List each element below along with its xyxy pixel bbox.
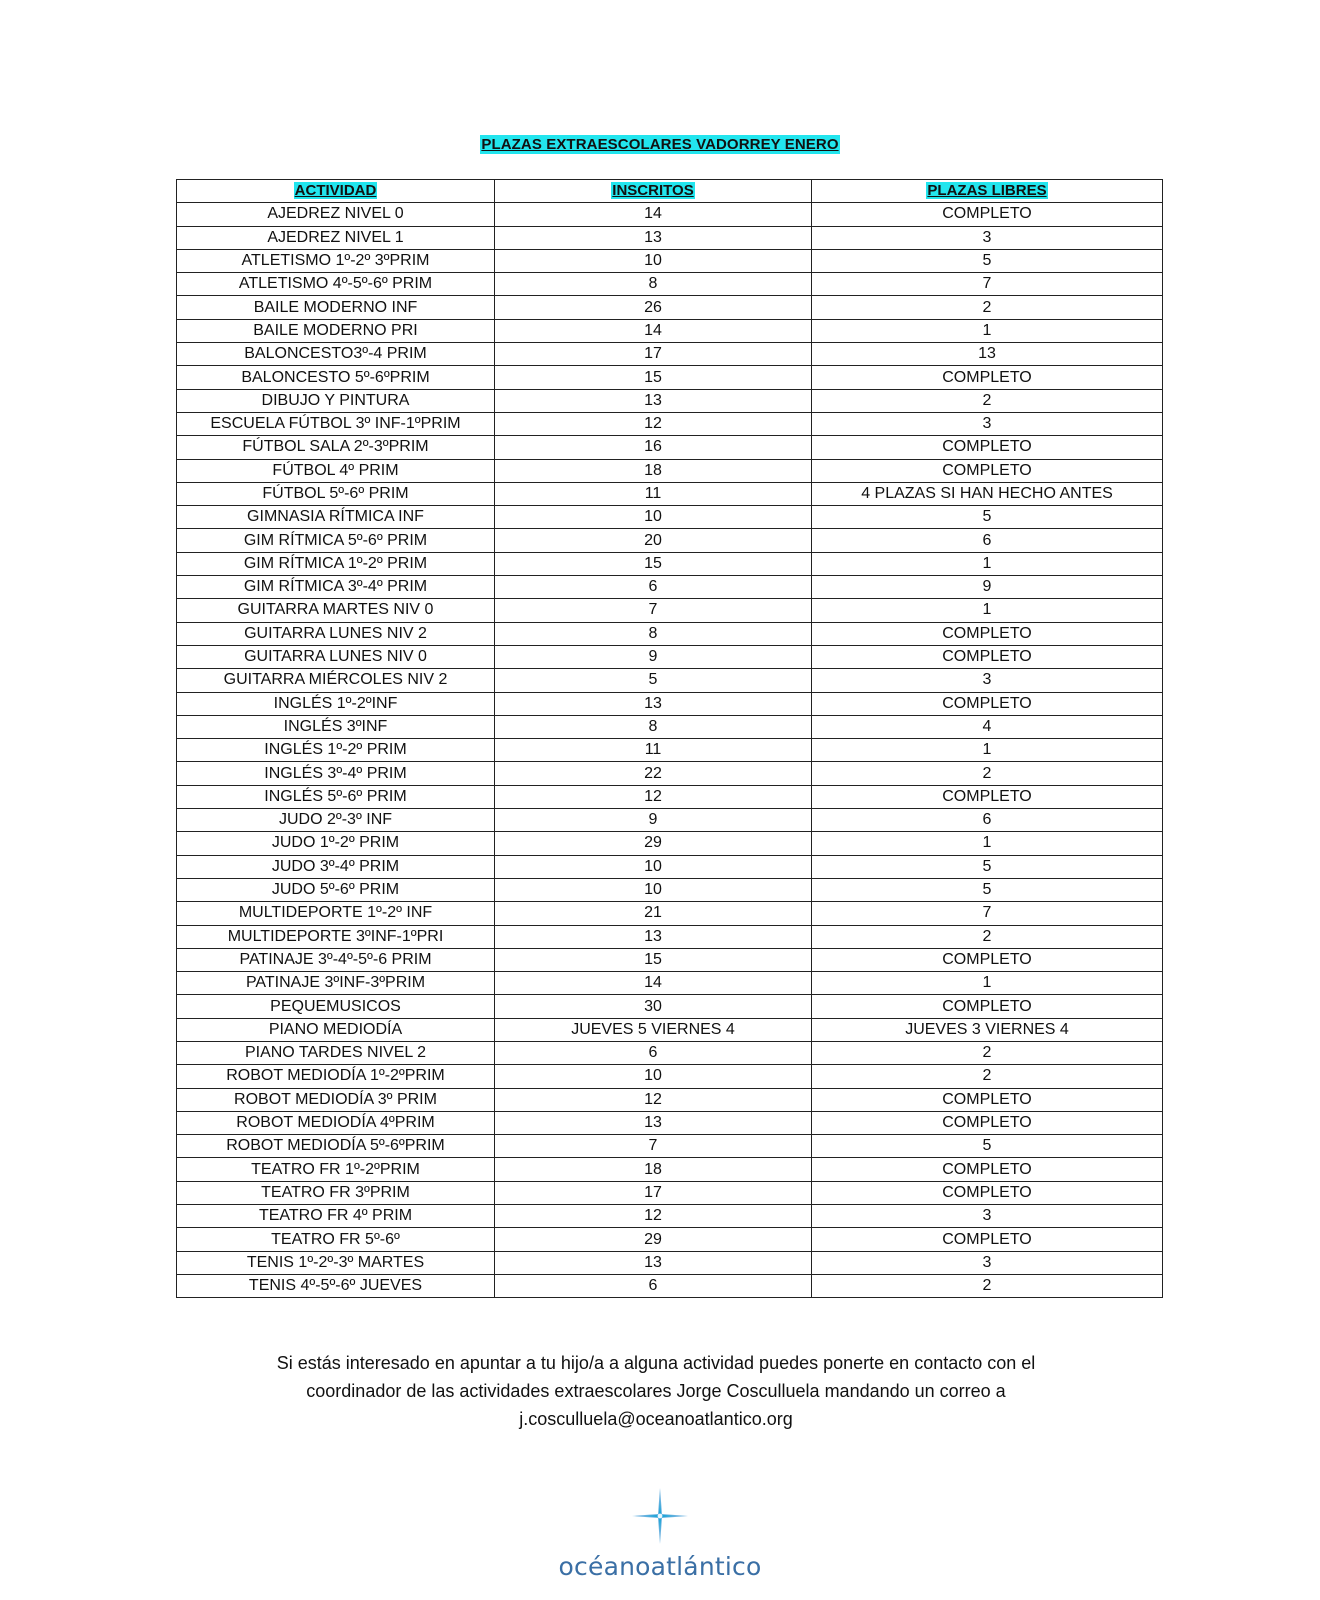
cell-actividad: TENIS 1º-2º-3º MARTES <box>177 1251 495 1274</box>
cell-actividad: BALONCESTO3º-4 PRIM <box>177 343 495 366</box>
cell-actividad: ROBOT MEDIODÍA 4ºPRIM <box>177 1111 495 1134</box>
cell-plazas-libres: COMPLETO <box>812 436 1163 459</box>
cell-plazas-libres: 3 <box>812 1205 1163 1228</box>
cell-plazas-libres: COMPLETO <box>812 1181 1163 1204</box>
table-row <box>177 552 1163 575</box>
cell-actividad: INGLÉS 1º-2ºINF <box>177 692 495 715</box>
cell-inscritos: 13 <box>495 925 812 948</box>
cell-actividad: GIM RÍTMICA 1º-2º PRIM <box>177 552 495 575</box>
cell-plazas-libres: COMPLETO <box>812 948 1163 971</box>
table-row <box>177 622 1163 645</box>
cell-actividad: PIANO TARDES NIVEL 2 <box>177 1041 495 1064</box>
cell-actividad: PATINAJE 3º-4º-5º-6 PRIM <box>177 948 495 971</box>
cell-actividad: TEATRO FR 4º PRIM <box>177 1205 495 1228</box>
table-row <box>177 296 1163 319</box>
cell-inscritos: 16 <box>495 436 812 459</box>
cell-plazas-libres: COMPLETO <box>812 622 1163 645</box>
activities-table <box>176 179 1163 1298</box>
table-row <box>177 319 1163 342</box>
cell-inscritos: 13 <box>495 1251 812 1274</box>
table-row <box>177 1135 1163 1158</box>
cell-inscritos: 7 <box>495 1135 812 1158</box>
cell-plazas-libres: COMPLETO <box>812 1228 1163 1251</box>
cell-actividad: BALONCESTO 5º-6ºPRIM <box>177 366 495 389</box>
cell-inscritos: 15 <box>495 366 812 389</box>
cell-actividad: ROBOT MEDIODÍA 5º-6ºPRIM <box>177 1135 495 1158</box>
cell-inscritos: 22 <box>495 762 812 785</box>
table-row <box>177 692 1163 715</box>
table-row <box>177 482 1163 505</box>
table-row <box>177 1018 1163 1041</box>
cell-plazas-libres: 5 <box>812 855 1163 878</box>
cell-plazas-libres: 1 <box>812 552 1163 575</box>
table-row <box>177 436 1163 459</box>
cell-actividad: AJEDREZ NIVEL 1 <box>177 226 495 249</box>
cell-plazas-libres: 13 <box>812 343 1163 366</box>
table-row <box>177 809 1163 832</box>
cell-plazas-libres: 1 <box>812 832 1163 855</box>
table-row <box>177 1065 1163 1088</box>
cell-inscritos: 20 <box>495 529 812 552</box>
cell-actividad: AJEDREZ NIVEL 0 <box>177 203 495 226</box>
column-header-plazas-libres: PLAZAS LIBRES <box>812 180 1163 203</box>
cell-actividad: GIM RÍTMICA 5º-6º PRIM <box>177 529 495 552</box>
cell-plazas-libres: 2 <box>812 296 1163 319</box>
cell-inscritos: 12 <box>495 1205 812 1228</box>
cell-actividad: ATLETISMO 1º-2º 3ºPRIM <box>177 249 495 272</box>
cell-inscritos: 8 <box>495 622 812 645</box>
cell-plazas-libres: 1 <box>812 972 1163 995</box>
cell-inscritos: 6 <box>495 1041 812 1064</box>
table-row <box>177 832 1163 855</box>
table-row <box>177 1205 1163 1228</box>
cell-plazas-libres: 2 <box>812 762 1163 785</box>
cell-plazas-libres: 2 <box>812 1041 1163 1064</box>
table-row <box>177 739 1163 762</box>
table-row <box>177 506 1163 529</box>
cell-inscritos: 12 <box>495 785 812 808</box>
page-title: PLAZAS EXTRAESCOLARES VADORREY ENERO <box>481 136 839 153</box>
logo <box>0 1486 1320 1581</box>
cell-plazas-libres: JUEVES 3 VIERNES 4 <box>812 1018 1163 1041</box>
table-header <box>177 180 1163 203</box>
table-row <box>177 715 1163 738</box>
cell-inscritos: 5 <box>495 669 812 692</box>
table-row <box>177 1274 1163 1297</box>
cell-inscritos: 29 <box>495 832 812 855</box>
cell-inscritos: 11 <box>495 739 812 762</box>
table-row <box>177 1181 1163 1204</box>
cell-plazas-libres: COMPLETO <box>812 1111 1163 1134</box>
star-icon <box>630 1486 690 1546</box>
cell-plazas-libres: 5 <box>812 506 1163 529</box>
cell-plazas-libres: 3 <box>812 412 1163 435</box>
cell-actividad: GIM RÍTMICA 3º-4º PRIM <box>177 576 495 599</box>
table-row <box>177 995 1163 1018</box>
cell-actividad: MULTIDEPORTE 3ºINF-1ºPRI <box>177 925 495 948</box>
table-row <box>177 249 1163 272</box>
cell-plazas-libres: COMPLETO <box>812 203 1163 226</box>
cell-plazas-libres: COMPLETO <box>812 1158 1163 1181</box>
table-row <box>177 1041 1163 1064</box>
cell-plazas-libres: 2 <box>812 389 1163 412</box>
cell-inscritos: 10 <box>495 855 812 878</box>
cell-inscritos: 14 <box>495 203 812 226</box>
cell-plazas-libres: COMPLETO <box>812 785 1163 808</box>
title-wrap <box>0 135 1320 154</box>
table-row <box>177 1251 1163 1274</box>
cell-actividad: TEATRO FR 1º-2ºPRIM <box>177 1158 495 1181</box>
cell-inscritos: 26 <box>495 296 812 319</box>
table-row <box>177 1158 1163 1181</box>
cell-inscritos: 13 <box>495 1111 812 1134</box>
table-row <box>177 226 1163 249</box>
cell-actividad: GUITARRA MIÉRCOLES NIV 2 <box>177 669 495 692</box>
cell-inscritos: 15 <box>495 552 812 575</box>
table-row <box>177 855 1163 878</box>
cell-inscritos: 8 <box>495 715 812 738</box>
cell-actividad: TEATRO FR 3ºPRIM <box>177 1181 495 1204</box>
table-row <box>177 785 1163 808</box>
cell-plazas-libres: 1 <box>812 319 1163 342</box>
cell-inscritos: 13 <box>495 692 812 715</box>
cell-inscritos: 10 <box>495 249 812 272</box>
cell-inscritos: 30 <box>495 995 812 1018</box>
table-row <box>177 1111 1163 1134</box>
cell-actividad: GIMNASIA RÍTMICA INF <box>177 506 495 529</box>
table-row <box>177 948 1163 971</box>
cell-actividad: FÚTBOL SALA 2º-3ºPRIM <box>177 436 495 459</box>
cell-plazas-libres: 3 <box>812 226 1163 249</box>
table-row <box>177 878 1163 901</box>
cell-plazas-libres: 3 <box>812 669 1163 692</box>
table-row <box>177 412 1163 435</box>
cell-inscritos: 10 <box>495 506 812 529</box>
header-row <box>177 180 1163 203</box>
cell-inscritos: 9 <box>495 809 812 832</box>
cell-plazas-libres: 3 <box>812 1251 1163 1274</box>
table-row <box>177 972 1163 995</box>
cell-inscritos: 29 <box>495 1228 812 1251</box>
table-row <box>177 902 1163 925</box>
cell-actividad: BAILE MODERNO PRI <box>177 319 495 342</box>
cell-inscritos: 13 <box>495 389 812 412</box>
cell-inscritos: 11 <box>495 482 812 505</box>
cell-actividad: GUITARRA LUNES NIV 2 <box>177 622 495 645</box>
cell-inscritos: 14 <box>495 319 812 342</box>
cell-inscritos: JUEVES 5 VIERNES 4 <box>495 1018 812 1041</box>
cell-plazas-libres: COMPLETO <box>812 645 1163 668</box>
cell-plazas-libres: 9 <box>812 576 1163 599</box>
table-row <box>177 645 1163 668</box>
table-row <box>177 203 1163 226</box>
cell-actividad: INGLÉS 5º-6º PRIM <box>177 785 495 808</box>
cell-actividad: DIBUJO Y PINTURA <box>177 389 495 412</box>
cell-plazas-libres: 5 <box>812 249 1163 272</box>
cell-actividad: JUDO 1º-2º PRIM <box>177 832 495 855</box>
cell-actividad: ROBOT MEDIODÍA 1º-2ºPRIM <box>177 1065 495 1088</box>
cell-actividad: ATLETISMO 4º-5º-6º PRIM <box>177 273 495 296</box>
cell-actividad: ESCUELA FÚTBOL 3º INF-1ºPRIM <box>177 412 495 435</box>
table-row <box>177 925 1163 948</box>
table-row <box>177 1228 1163 1251</box>
table-row <box>177 389 1163 412</box>
cell-inscritos: 17 <box>495 343 812 366</box>
cell-actividad: JUDO 2º-3º INF <box>177 809 495 832</box>
table-row <box>177 599 1163 622</box>
cell-plazas-libres: 1 <box>812 739 1163 762</box>
cell-inscritos: 7 <box>495 599 812 622</box>
cell-actividad: FÚTBOL 4º PRIM <box>177 459 495 482</box>
cell-inscritos: 10 <box>495 878 812 901</box>
cell-inscritos: 8 <box>495 273 812 296</box>
cell-plazas-libres: 6 <box>812 529 1163 552</box>
cell-actividad: TENIS 4º-5º-6º JUEVES <box>177 1274 495 1297</box>
contact-email[interactable]: j.cosculluela@oceanoatlantico.org <box>519 1409 793 1429</box>
cell-actividad: PIANO MEDIODÍA <box>177 1018 495 1041</box>
cell-actividad: JUDO 5º-6º PRIM <box>177 878 495 901</box>
cell-plazas-libres: COMPLETO <box>812 995 1163 1018</box>
cell-plazas-libres: 4 PLAZAS SI HAN HECHO ANTES <box>812 482 1163 505</box>
cell-plazas-libres: 4 <box>812 715 1163 738</box>
cell-plazas-libres: 5 <box>812 878 1163 901</box>
cell-plazas-libres: 2 <box>812 1274 1163 1297</box>
cell-inscritos: 12 <box>495 412 812 435</box>
contact-line-2: coordinador de las actividades extraescolares Jorge Cosculluela mandando un correo a <box>306 1381 1006 1401</box>
cell-inscritos: 21 <box>495 902 812 925</box>
column-header-actividad: ACTIVIDAD <box>177 180 495 203</box>
cell-actividad: BAILE MODERNO INF <box>177 296 495 319</box>
cell-inscritos: 18 <box>495 459 812 482</box>
contact-line-1: Si estás interesado en apuntar a tu hijo/a a alguna actividad puedes ponerte en contacto con el <box>276 1353 1036 1373</box>
cell-inscritos: 9 <box>495 645 812 668</box>
cell-actividad: TEATRO FR 5º-6º <box>177 1228 495 1251</box>
table-row <box>177 343 1163 366</box>
table-row <box>177 1088 1163 1111</box>
table-row <box>177 669 1163 692</box>
logo-text: océanoatlántico <box>558 1552 762 1581</box>
cell-inscritos: 6 <box>495 576 812 599</box>
table-row <box>177 576 1163 599</box>
cell-actividad: FÚTBOL 5º-6º PRIM <box>177 482 495 505</box>
cell-inscritos: 13 <box>495 226 812 249</box>
cell-inscritos: 14 <box>495 972 812 995</box>
table-row <box>177 459 1163 482</box>
column-header-inscritos: INSCRITOS <box>495 180 812 203</box>
cell-plazas-libres: 5 <box>812 1135 1163 1158</box>
cell-plazas-libres: 2 <box>812 925 1163 948</box>
table-body <box>177 203 1163 1298</box>
cell-actividad: ROBOT MEDIODÍA 3º PRIM <box>177 1088 495 1111</box>
cell-plazas-libres: 2 <box>812 1065 1163 1088</box>
cell-plazas-libres: COMPLETO <box>812 459 1163 482</box>
cell-actividad: INGLÉS 3ºINF <box>177 715 495 738</box>
table-row <box>177 273 1163 296</box>
table-row <box>177 529 1163 552</box>
cell-actividad: PEQUEMUSICOS <box>177 995 495 1018</box>
table-row <box>177 762 1163 785</box>
cell-inscritos: 18 <box>495 1158 812 1181</box>
cell-actividad: PATINAJE 3ºINF-3ºPRIM <box>177 972 495 995</box>
cell-actividad: GUITARRA MARTES NIV 0 <box>177 599 495 622</box>
cell-plazas-libres: COMPLETO <box>812 692 1163 715</box>
cell-plazas-libres: 7 <box>812 273 1163 296</box>
cell-plazas-libres: 1 <box>812 599 1163 622</box>
cell-inscritos: 17 <box>495 1181 812 1204</box>
cell-inscritos: 15 <box>495 948 812 971</box>
cell-actividad: INGLÉS 3º-4º PRIM <box>177 762 495 785</box>
cell-plazas-libres: 7 <box>812 902 1163 925</box>
cell-plazas-libres: COMPLETO <box>812 366 1163 389</box>
cell-plazas-libres: COMPLETO <box>812 1088 1163 1111</box>
cell-actividad: MULTIDEPORTE 1º-2º INF <box>177 902 495 925</box>
cell-inscritos: 6 <box>495 1274 812 1297</box>
cell-inscritos: 10 <box>495 1065 812 1088</box>
cell-actividad: JUDO 3º-4º PRIM <box>177 855 495 878</box>
cell-inscritos: 12 <box>495 1088 812 1111</box>
table-row <box>177 366 1163 389</box>
cell-actividad: GUITARRA LUNES NIV 0 <box>177 645 495 668</box>
contact-note <box>176 1349 1136 1433</box>
cell-plazas-libres: 6 <box>812 809 1163 832</box>
cell-actividad: INGLÉS 1º-2º PRIM <box>177 739 495 762</box>
